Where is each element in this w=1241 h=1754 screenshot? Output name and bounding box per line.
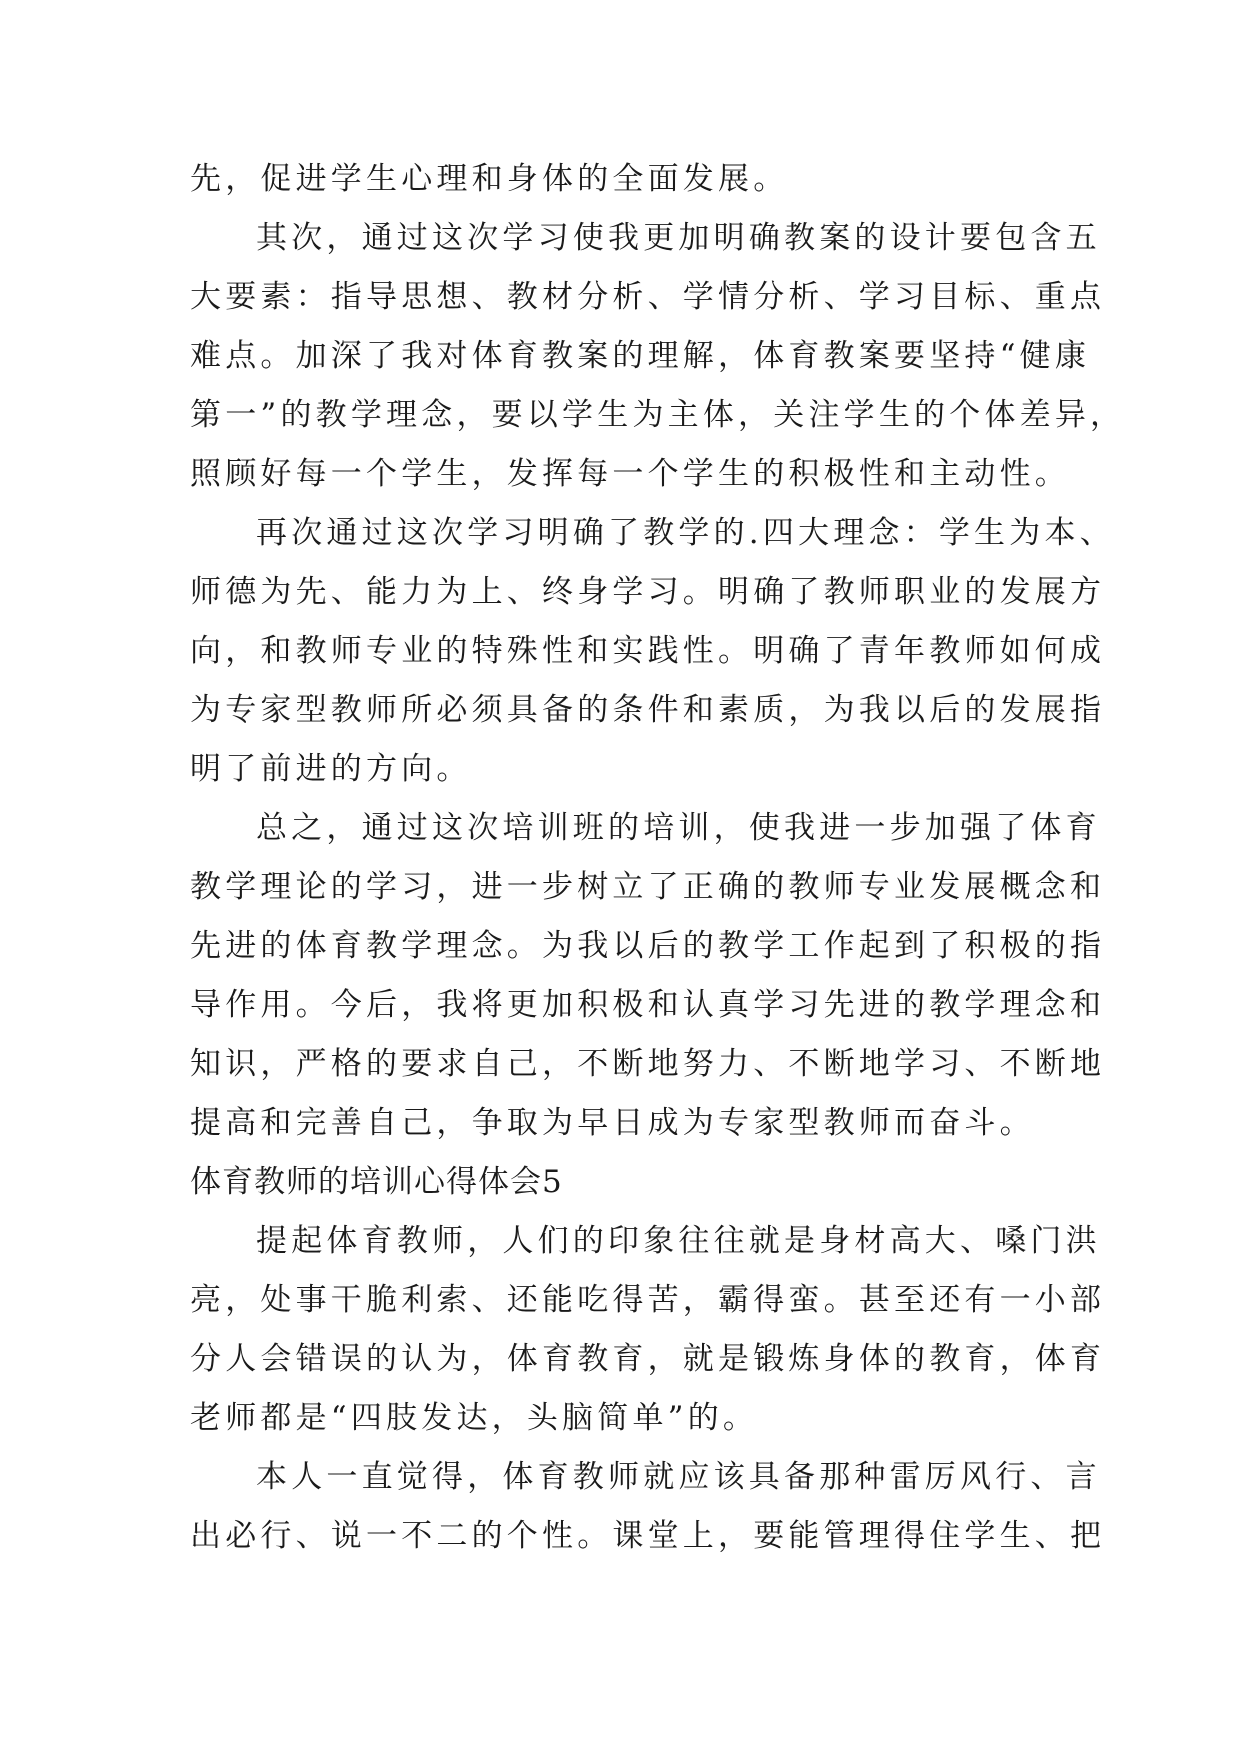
text-line: 导作用。今后，我将更加积极和认真学习先进的教学理念和 bbox=[190, 987, 1106, 1023]
text-line: 第一”的教学理念，要以学生为主体，关注学生的个体差异， bbox=[190, 397, 1126, 433]
text-line: 为专家型教师所必须具备的条件和素质，为我以后的发展指 bbox=[190, 692, 1106, 728]
text-line: 其次，通过这次学习使我更加明确教案的设计要包含五 bbox=[256, 220, 1101, 256]
section-heading: 体育教师的培训心得体会5 bbox=[190, 1164, 563, 1200]
paragraph bbox=[190, 799, 1106, 1153]
text-line: 老师都是“四肢发达，头脑简单”的。 bbox=[190, 1400, 759, 1436]
paragraph bbox=[190, 1212, 1106, 1448]
text-line: 向，和教师专业的特殊性和实践性。明确了青年教师如何成 bbox=[190, 633, 1106, 669]
document-body bbox=[190, 150, 1126, 1566]
text-line: 难点。加深了我对体育教案的理解，体育教案要坚持“健康 bbox=[190, 338, 1091, 374]
text-line: 先，促进学生心理和身体的全面发展。 bbox=[190, 161, 789, 197]
text-line: 本人一直觉得，体育教师就应该具备那种雷厉风行、言 bbox=[256, 1459, 1101, 1495]
paragraph bbox=[190, 209, 1126, 504]
text-line: 出必行、说一不二的个性。课堂上，要能管理得住学生、把 bbox=[190, 1518, 1106, 1554]
paragraph bbox=[190, 504, 1115, 799]
text-line: 教学理论的学习，进一步树立了正确的教师专业发展概念和 bbox=[190, 869, 1106, 905]
text-line: 总之，通过这次培训班的培训，使我进一步加强了体育 bbox=[256, 810, 1101, 846]
paragraph bbox=[190, 1448, 1106, 1566]
text-line: 分人会错误的认为，体育教育，就是锻炼身体的教育，体育 bbox=[190, 1341, 1106, 1377]
text-line: 照顾好每一个学生，发挥每一个学生的积极性和主动性。 bbox=[190, 456, 1070, 492]
text-line: 亮，处事干脆利索、还能吃得苦，霸得蛮。甚至还有一小部 bbox=[190, 1282, 1106, 1318]
text-line: 先进的体育教学理念。为我以后的教学工作起到了积极的指 bbox=[190, 928, 1106, 964]
text-line: 提起体育教师，人们的印象往往就是身材高大、嗓门洪 bbox=[256, 1223, 1101, 1259]
text-line: 提高和完善自己，争取为早日成为专家型教师而奋斗。 bbox=[190, 1105, 1035, 1141]
text-line: 师德为先、能力为上、终身学习。明确了教师职业的发展方 bbox=[190, 574, 1106, 610]
text-line: 大要素：指导思想、教材分析、学情分析、学习目标、重点 bbox=[190, 279, 1106, 315]
text-line: 知识，严格的要求自己，不断地努力、不断地学习、不断地 bbox=[190, 1046, 1106, 1082]
text-line: 明了前进的方向。 bbox=[190, 751, 472, 787]
paragraph bbox=[190, 150, 1070, 209]
text-line: 再次通过这次学习明确了教学的.四大理念：学生为本、 bbox=[256, 515, 1115, 551]
